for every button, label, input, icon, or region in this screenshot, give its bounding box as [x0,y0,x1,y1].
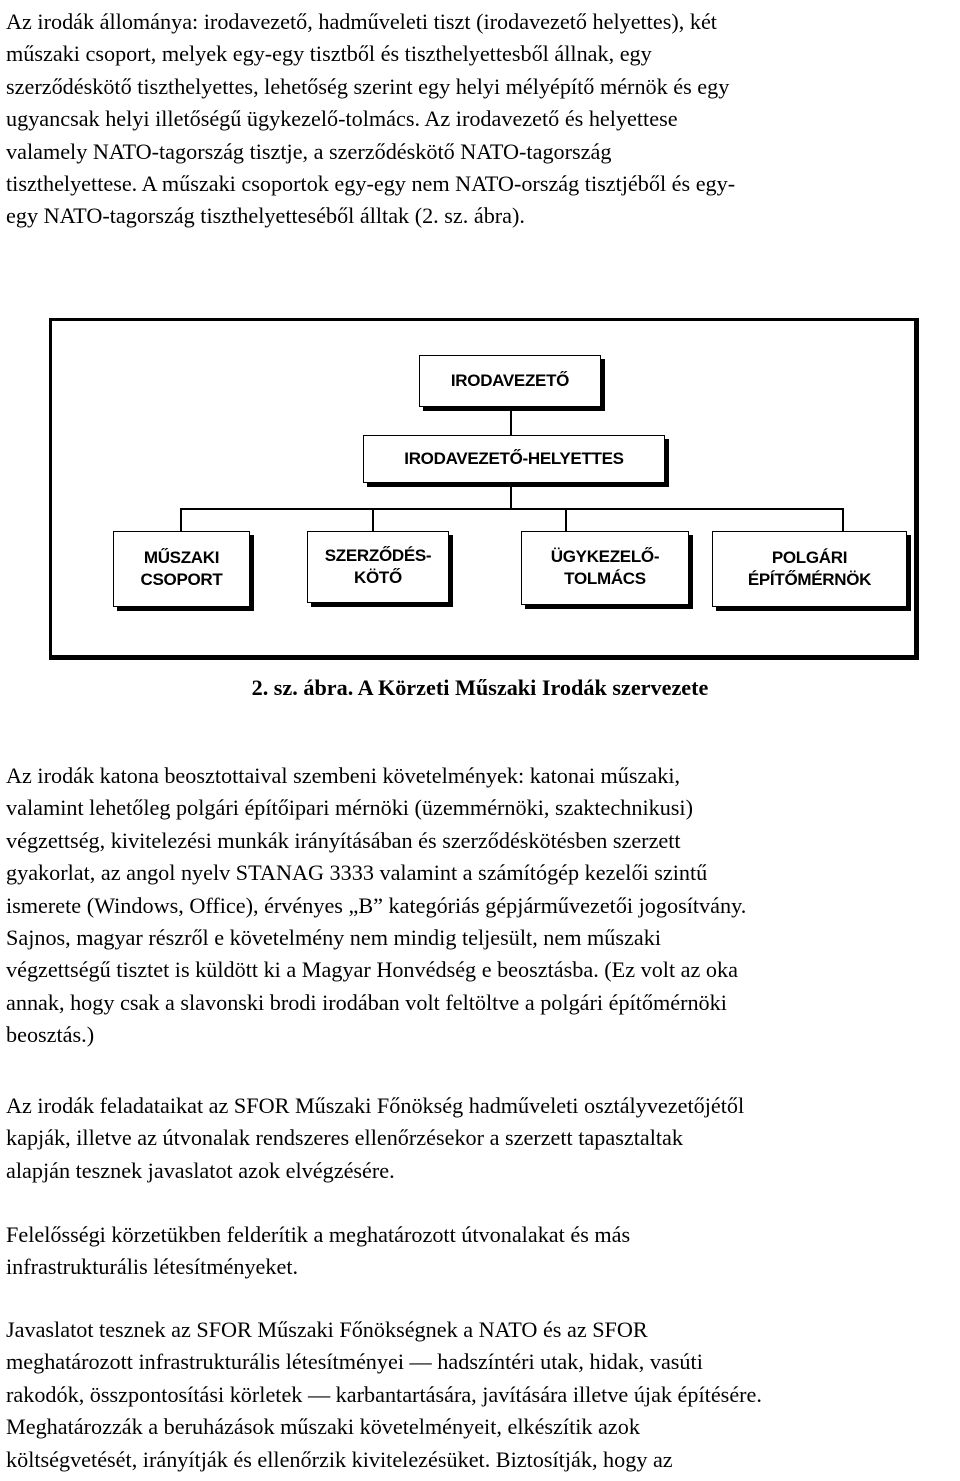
intro-paragraph [6,6,956,233]
text-line: rakodók, összpontosítási körletek ― karbantartására, javítására illetve újak építésére. [6,1381,762,1407]
text-line: Az irodák állománya: irodavezető, hadműveleti tiszt (irodavezető helyettes), két [6,9,717,34]
reconnaissance-paragraph [6,1219,956,1284]
text-line: műszaki csoport, melyek egy-egy tisztből és tiszthelyettesből állnak, egy [6,41,652,67]
text-line: ismerete (Windows, Office), érvényes „B” kategóriás gépjárművezetői jogosítvány. [6,892,747,918]
text-line: Javaslatot tesznek az SFOR Műszaki Főnökségnek a NATO és az SFOR [6,1317,648,1342]
box-label: TOLMÁCS [564,569,646,588]
technical-group-box [113,531,250,607]
deputy-head-box [363,435,665,483]
text-line: Az irodák feladataikat az SFOR Műszaki Főnökség hadműveleti osztályvezetőjétől [6,1093,745,1118]
text-line: valamint lehetőleg polgári építőipari mérnöki (üzemmérnöki, szaktechnikusi) [6,795,693,821]
box-label: ÉPÍTŐMÉRNÖK [747,570,872,589]
box-label: SZERZŐDÉS- [324,546,432,565]
box-label: IRODAVEZETŐ [450,371,570,390]
text-line: Meghatározzák a beruházások műszaki követelményeit, elkészítik azok [6,1414,640,1440]
connector-engineer [842,508,844,531]
org-chart-figure [49,318,919,660]
clerk-interpreter-box [521,531,689,605]
figure-caption: 2. sz. ábra. A Körzeti Műszaki Irodák szervezete [251,675,709,700]
text-line: végzettségű tisztet is küldött ki a Magyar Honvédség e beosztásba. (Ez volt az oka [6,957,738,983]
text-line: Felelősségi körzetükben felderítik a meghatározott útvonalakat és más [6,1222,631,1247]
connector-clerk [565,508,567,531]
text-line: költségvetését, irányítják és ellenőrzik kivitelezésüket. Biztosítják, hogy az [6,1446,673,1472]
connector-bus [180,508,844,510]
text-line: alapján tesznek javaslatot azok elvégzésére. [6,1157,395,1183]
box-label: IRODAVEZETŐ-HELYETTES [404,449,624,468]
connector-head-deputy [510,407,512,435]
text-line: Az irodák katona beosztottaival szembeni követelmények: katonai műszaki, [6,763,681,788]
box-label: CSOPORT [140,570,223,589]
box-label: POLGÁRI [771,548,848,567]
office-head-box [419,355,601,407]
text-line: tiszthelyettese. A műszaki csoportok egy-egy nem NATO-ország tisztjéből és egy- [6,171,736,197]
box-label: KÖTŐ [354,568,402,587]
text-line: egy NATO-tagország tiszthelyetteséből álltak (2. sz. ábra). [6,203,525,229]
connector-technical [180,508,182,531]
requirements-paragraph [6,760,956,1052]
text-line: infrastrukturális létesítményeket. [6,1254,299,1280]
text-line: beosztás.) [6,1022,95,1048]
text-line: végzettség, kivitelezési munkák irányításában és szerződéskötésben szerzett [6,827,681,853]
text-line: ugyancsak helyi illetőségű ügykezelő-tolmács. Az irodavezető és helyettese [6,106,678,132]
text-line: szerződéskötő tiszthelyettes, lehetőség szerint egy helyi mélyépítő mérnök és egy [6,73,730,99]
text-line: Sajnos, magyar részről e követelmény nem mindig teljesült, nem műszaki [6,925,661,951]
proposals-paragraph [6,1314,956,1476]
text-line: valamely NATO-tagország tisztje, a szerződéskötő NATO-tagország [6,138,612,164]
text-line: annak, hogy csak a slavonski brodi irodában volt feltöltve a polgári építőmérnöki [6,989,727,1015]
box-label: MŰSZAKI [143,548,220,567]
civil-engineer-box [712,531,907,607]
text-line: kapják, illetve az útvonalak rendszeres ellenőrzésekor a szerzett tapasztaltak [6,1125,683,1151]
connector-deputy-bus [510,483,512,509]
connector-contracting [372,508,374,531]
text-line: gyakorlat, az angol nyelv STANAG 3333 valamint a számítógép kezelői szintű [6,860,708,886]
text-line: meghatározott infrastrukturális létesítményei ― hadszíntéri utak, hidak, vasúti [6,1349,703,1375]
contracting-box [307,531,449,603]
tasks-paragraph [6,1090,956,1187]
box-label: ÜGYKEZELŐ- [550,547,660,566]
